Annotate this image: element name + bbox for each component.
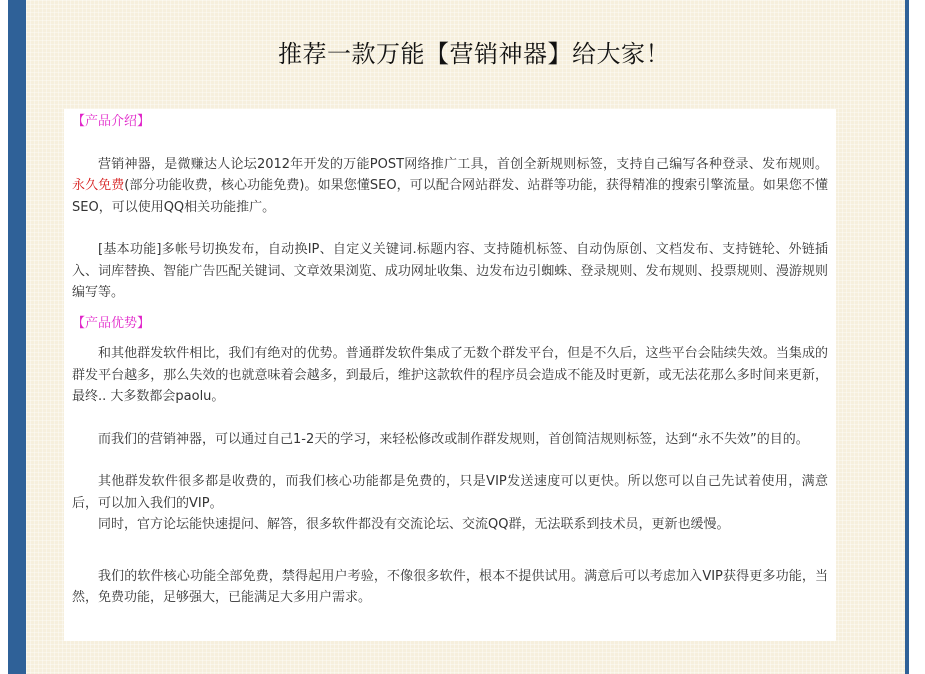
- page-title: 推荐一款万能【营销神器】给大家！: [278, 40, 670, 68]
- intro-heading: 【产品介绍】: [72, 114, 151, 129]
- advantages-paragraph-1: 和其他群发软件相比，我们有绝对的优势。普通群发软件集成了无数个群发平台，但是不久后，这些平台会陆续失效。当集成的群发平台越多，那么失效的也就意味着会越多，到最后，维护这款软件的程序员会造成不能及时更新，或无法花那么多时间来更新，最终.. 大多数都会paolu。: [72, 346, 828, 404]
- advantages-paragraph-4: 同时，官方论坛能快速提问、解答，很多软件都没有交流论坛、交流QQ群，无法联系到技术员，更新也缓慢。: [98, 517, 730, 532]
- article-content: [64, 109, 836, 641]
- spacer: [72, 133, 828, 154]
- spacer: [72, 450, 828, 471]
- intro-text-before: 营销神器，是微赚达人论坛2012年开发的万能POST网络推广工具，首创全新规则标签，支持自己编写各种登录、发布规则。: [98, 156, 828, 172]
- spacer: [72, 334, 828, 343]
- advantages-paragraph-3: 其他群发软件很多都是收费的，而我们核心功能都是免费的，只是VIP发送速度可以更快。所以您可以自己先试着使用，满意后，可以加入我们的VIP。: [72, 474, 828, 511]
- intro-paragraph-2: [基本功能]多帐号切换发布，自动换IP、自定义关键词.标题内容、支持随机标签、自动伪原创、文档发布、支持链轮、外链插入、词库替换、智能广告匹配关键词、文章效果浏览、成功网址收集、边发布边引蜘蛛、登录规则、发布规则、投票规则、漫游规则编写等。: [72, 242, 828, 300]
- free-forever-highlight: 永久免费: [72, 178, 125, 193]
- advantages-heading: 【产品优势】: [72, 315, 151, 331]
- intro-text-after: (部分功能收费，核心功能免费)。如果您懂SEO，可以配合网站群发、站群等功能，获得精准的搜索引擎流量。如果您不懂SEO，可以使用QQ相关功能推广。: [72, 178, 828, 215]
- page-background: [26, 0, 905, 674]
- page-frame: [8, 0, 909, 674]
- spacer: [72, 218, 828, 239]
- spacer: [72, 304, 828, 313]
- spacer: [72, 536, 828, 566]
- intro-paragraph-1: [72, 154, 828, 219]
- spacer: [72, 408, 828, 429]
- advantages-paragraph-2: 而我们的营销神器，可以通过自己1-2天的学习，来轻松修改或制作群发规则，首创简洁规则标签，达到“永不失效”的目的。: [98, 431, 809, 447]
- advantages-paragraph-5: 我们的软件核心功能全部免费，禁得起用户考验，不像很多软件，根本不提供试用。满意后可以考虑加入VIP获得更多功能，当然，免费功能，足够强大，已能满足大多用户需求。: [72, 568, 828, 605]
